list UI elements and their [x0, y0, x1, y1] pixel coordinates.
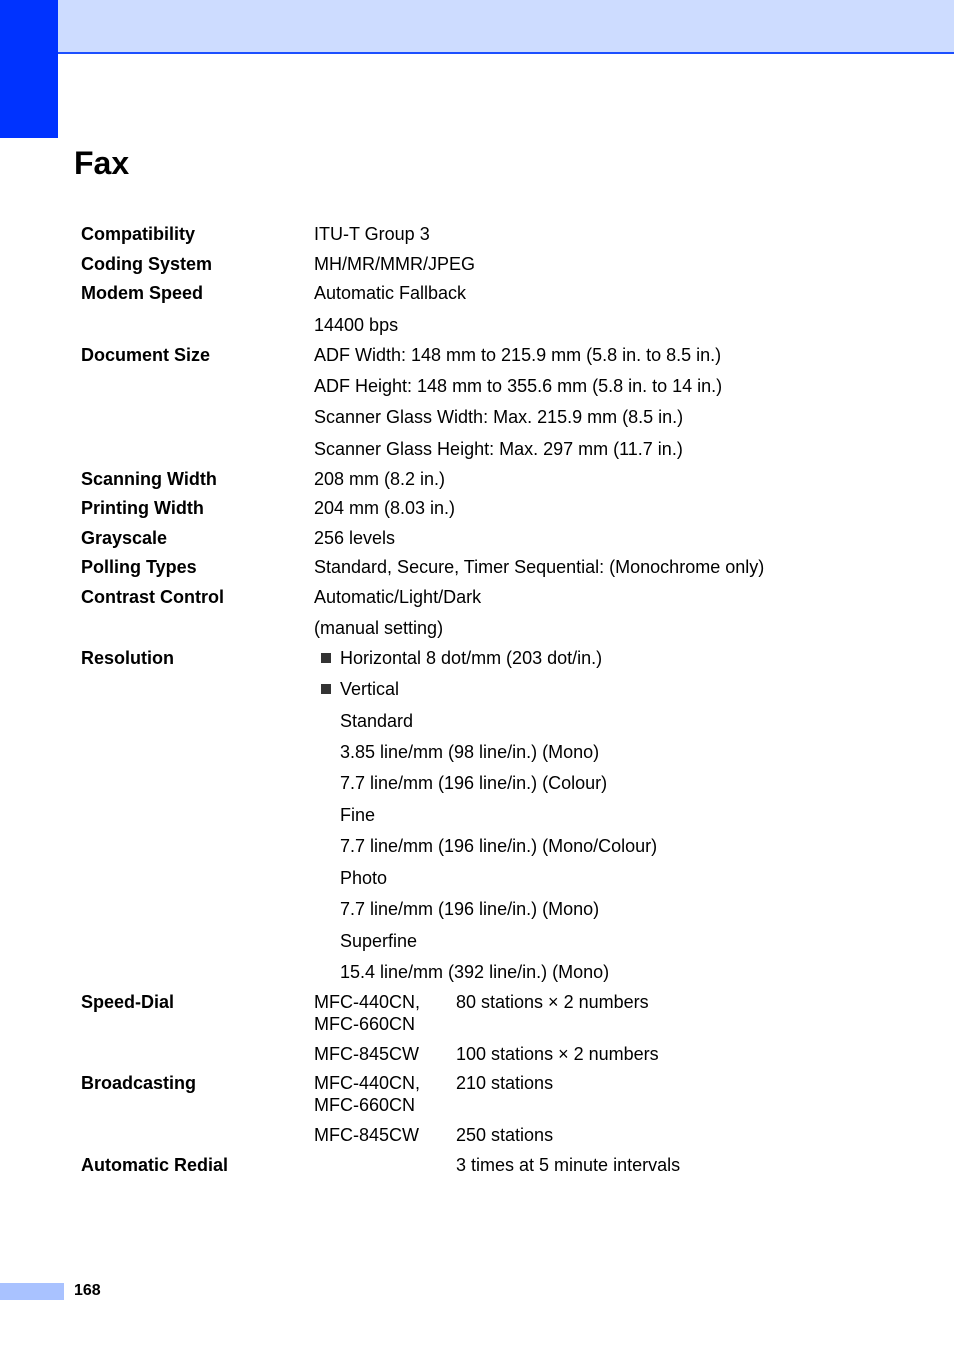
value-contrast-control-2: (manual setting): [314, 618, 444, 638]
value-broadcasting-a: 210 stations: [456, 1073, 554, 1093]
value-compatibility: ITU-T Group 3: [314, 224, 430, 244]
header-band: [58, 0, 954, 54]
value-resolution-standard-colour: 7.7 line/mm (196 line/in.) (Colour): [340, 773, 608, 793]
value-resolution-superfine: Superfine: [340, 931, 418, 951]
value-resolution-standard: Standard: [340, 711, 414, 731]
label-modem-speed: Modem Speed: [81, 283, 204, 303]
bullet-square-icon: [321, 684, 331, 694]
label-printing-width: Printing Width: [81, 498, 204, 518]
label-speed-dial: Speed-Dial: [81, 992, 175, 1012]
value-resolution-photo: Photo: [340, 868, 388, 888]
label-automatic-redial: Automatic Redial: [81, 1155, 229, 1175]
value-speed-dial-model-a-1: MFC-440CN,: [314, 992, 421, 1012]
value-coding-system: MH/MR/MMR/JPEG: [314, 254, 475, 274]
value-modem-speed-1: Automatic Fallback: [314, 283, 467, 303]
value-modem-speed-2: 14400 bps: [314, 315, 399, 335]
page-title: Fax: [74, 145, 130, 181]
value-resolution-vertical: Vertical: [340, 679, 400, 699]
label-compatibility: Compatibility: [81, 224, 196, 244]
value-resolution-horizontal: Horizontal 8 dot/mm (203 dot/in.): [340, 648, 603, 668]
label-polling-types: Polling Types: [81, 557, 197, 577]
value-printing-width: 204 mm (8.03 in.): [314, 498, 456, 518]
value-resolution-fine-value: 7.7 line/mm (196 line/in.) (Mono/Colour): [340, 836, 658, 856]
value-broadcasting-model-b: MFC-845CW: [314, 1125, 420, 1145]
label-coding-system: Coding System: [81, 254, 213, 274]
value-contrast-control-1: Automatic/Light/Dark: [314, 587, 482, 607]
value-polling-types: Standard, Secure, Timer Sequential: (Monochrome only): [314, 557, 765, 577]
value-broadcasting-b: 250 stations: [456, 1125, 554, 1145]
label-contrast-control: Contrast Control: [81, 587, 224, 607]
label-grayscale: Grayscale: [81, 528, 168, 548]
value-broadcasting-model-a-1: MFC-440CN,: [314, 1073, 421, 1093]
value-resolution-fine: Fine: [340, 805, 376, 825]
value-speed-dial-model-b: MFC-845CW: [314, 1044, 420, 1064]
value-resolution-photo-value: 7.7 line/mm (196 line/in.) (Mono): [340, 899, 600, 919]
value-document-size-2: ADF Height: 148 mm to 355.6 mm (5.8 in. to 14 in.): [314, 376, 723, 396]
label-scanning-width: Scanning Width: [81, 469, 217, 489]
value-document-size-1: ADF Width: 148 mm to 215.9 mm (5.8 in. to 8.5 in.): [314, 345, 722, 365]
bullet-square-icon: [321, 653, 331, 663]
value-speed-dial-model-a-2: MFC-660CN: [314, 1014, 416, 1034]
value-speed-dial-a: 80 stations × 2 numbers: [456, 992, 649, 1012]
label-document-size: Document Size: [81, 345, 211, 365]
value-document-size-3: Scanner Glass Width: Max. 215.9 mm (8.5 in.): [314, 407, 684, 427]
value-scanning-width: 208 mm (8.2 in.): [314, 469, 446, 489]
value-grayscale: 256 levels: [314, 528, 396, 548]
page-number: 168: [74, 1282, 101, 1299]
value-document-size-4: Scanner Glass Height: Max. 297 mm (11.7 in.): [314, 439, 683, 459]
footer-band: [0, 1283, 64, 1300]
value-resolution-superfine-value: 15.4 line/mm (392 line/in.) (Mono): [340, 962, 610, 982]
value-automatic-redial: 3 times at 5 minute intervals: [456, 1155, 681, 1175]
label-broadcasting: Broadcasting: [81, 1073, 197, 1093]
value-resolution-standard-mono: 3.85 line/mm (98 line/in.) (Mono): [340, 742, 600, 762]
value-broadcasting-model-a-2: MFC-660CN: [314, 1095, 416, 1115]
value-speed-dial-b: 100 stations × 2 numbers: [456, 1044, 659, 1064]
chapter-tab: [0, 0, 58, 138]
label-resolution: Resolution: [81, 648, 174, 668]
